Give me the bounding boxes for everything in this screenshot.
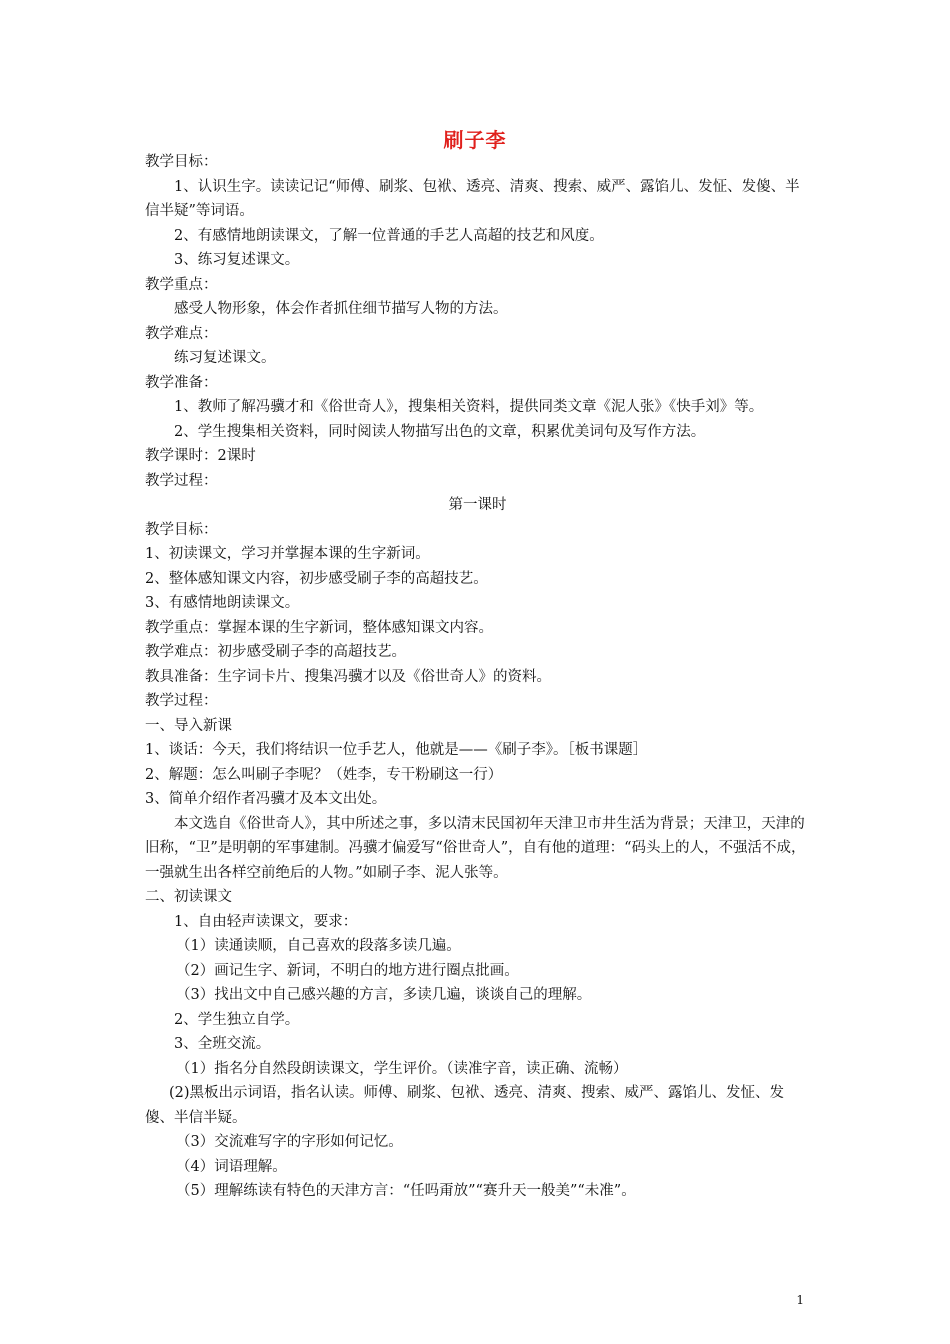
sub-step-item: （5）理解练读有特色的天津方言：“任吗甭放”“赛升天一般美”“未准”。 — [176, 1183, 636, 1199]
step-item: 3、简单介绍作者冯骥才及本文出处。 — [145, 791, 387, 807]
difficulty-text: 练习复述课文。 — [174, 350, 276, 366]
heading-teaching-goals: 教学目标： — [145, 521, 218, 538]
sub-step-item: (2)黑板出示词语，指名认读。师傅、刷浆、包袱、透亮、清爽、搜索、威严、露馅儿、发怔、发傻、半信半疑。 — [145, 1085, 785, 1126]
preparation-item: 2、学生搜集相关资料，同时阅读人物描写出色的文章，积累优美词句及写作方法。 — [174, 423, 706, 440]
difficulty-line: 教学难点：初步感受刷子李的高超技艺。 — [145, 644, 406, 660]
goal-item: 2、整体感知课文内容，初步感受刷子李的高超技艺。 — [145, 570, 488, 587]
heading-difficulties: 教学难点： — [145, 325, 218, 342]
key-point-text: 感受人物形象，体会作者抓住细节描写人物的方法。 — [174, 301, 508, 317]
background-paragraph: 本文选自《俗世奇人》，其中所述之事，多以清末民国初年天津卫市井生活为背景；天津卫，天津的旧称，“卫”是明朝的军事建制。冯骥才偏爱写“俗世奇人”，自有他的道理：“码头上的人，不强活不成，一强就生出各样空前绝后的人物。”如刷子李、泥人张等。 — [145, 815, 806, 881]
class-hours: 教学课时：2课时 — [145, 448, 256, 464]
preparation-item: 1、教师了解冯骥才和《俗世奇人》，搜集相关资料，提供同类文章《泥人张》《快手刘》等。 — [174, 399, 764, 415]
goal-item: 2、有感情地朗读课文，了解一位普通的手艺人高超的技艺和风度。 — [174, 227, 604, 244]
goal-item: 3、有感情地朗读课文。 — [145, 595, 300, 611]
step-item: 2、解题：怎么叫刷子李呢？（姓李，专干粉刷这一行） — [145, 766, 503, 783]
lesson-one-heading: 第一课时 — [448, 497, 507, 513]
heading-preparation: 教学准备： — [145, 374, 218, 391]
sub-step-item: （3）交流难写字的字形如何记忆。 — [176, 1134, 403, 1150]
sub-step-item: （3）找出文中自己感兴趣的方言，多读几遍，谈谈自己的理解。 — [176, 987, 592, 1003]
heading-key-points: 教学重点： — [145, 276, 218, 293]
step-item: 2、学生独立自学。 — [174, 1011, 300, 1028]
section-heading: 一、导入新课 — [145, 717, 232, 734]
goal-item: 1、初读课文，学习并掌握本课的生字新词。 — [145, 546, 430, 562]
sub-step-item: （4）词语理解。 — [176, 1158, 287, 1175]
goal-item: 1、认识生字。读读记记“师傅、刷浆、包袱、透亮、清爽、搜索、威严、露馅儿、发怔、发傻、半信半疑”等词语。 — [145, 178, 800, 219]
sub-step-item: （2）画记生字、新词，不明白的地方进行圈点批画。 — [176, 962, 519, 979]
key-point-line: 教学重点：掌握本课的生字新词，整体感知课文内容。 — [145, 619, 493, 636]
heading-process: 教学过程： — [145, 472, 218, 489]
page-number: 1 — [796, 1293, 804, 1307]
step-item: 3、全班交流。 — [174, 1036, 271, 1052]
sub-step-item: （1）读通读顺，自己喜欢的段落多读几遍。 — [176, 938, 461, 954]
section-heading: 二、初读课文 — [145, 889, 232, 905]
materials-line: 教具准备：生字词卡片、搜集冯骥才以及《俗世奇人》的资料。 — [145, 668, 551, 685]
step-item: 1、谈话：今天，我们将结识一位手艺人，他就是——《刷子李》。［板书课题］ — [145, 742, 648, 758]
step-item: 1、自由轻声读课文，要求： — [174, 913, 358, 930]
document-title: 刷子李 — [443, 128, 507, 152]
heading-process: 教学过程： — [145, 693, 218, 709]
heading-teaching-goals: 教学目标： — [145, 154, 218, 170]
sub-step-item: （1）指名分自然段朗读课文，学生评价。（读准字音，读正确、流畅） — [176, 1060, 628, 1077]
document-body — [145, 150, 810, 1204]
goal-item: 3、练习复述课文。 — [174, 252, 300, 268]
